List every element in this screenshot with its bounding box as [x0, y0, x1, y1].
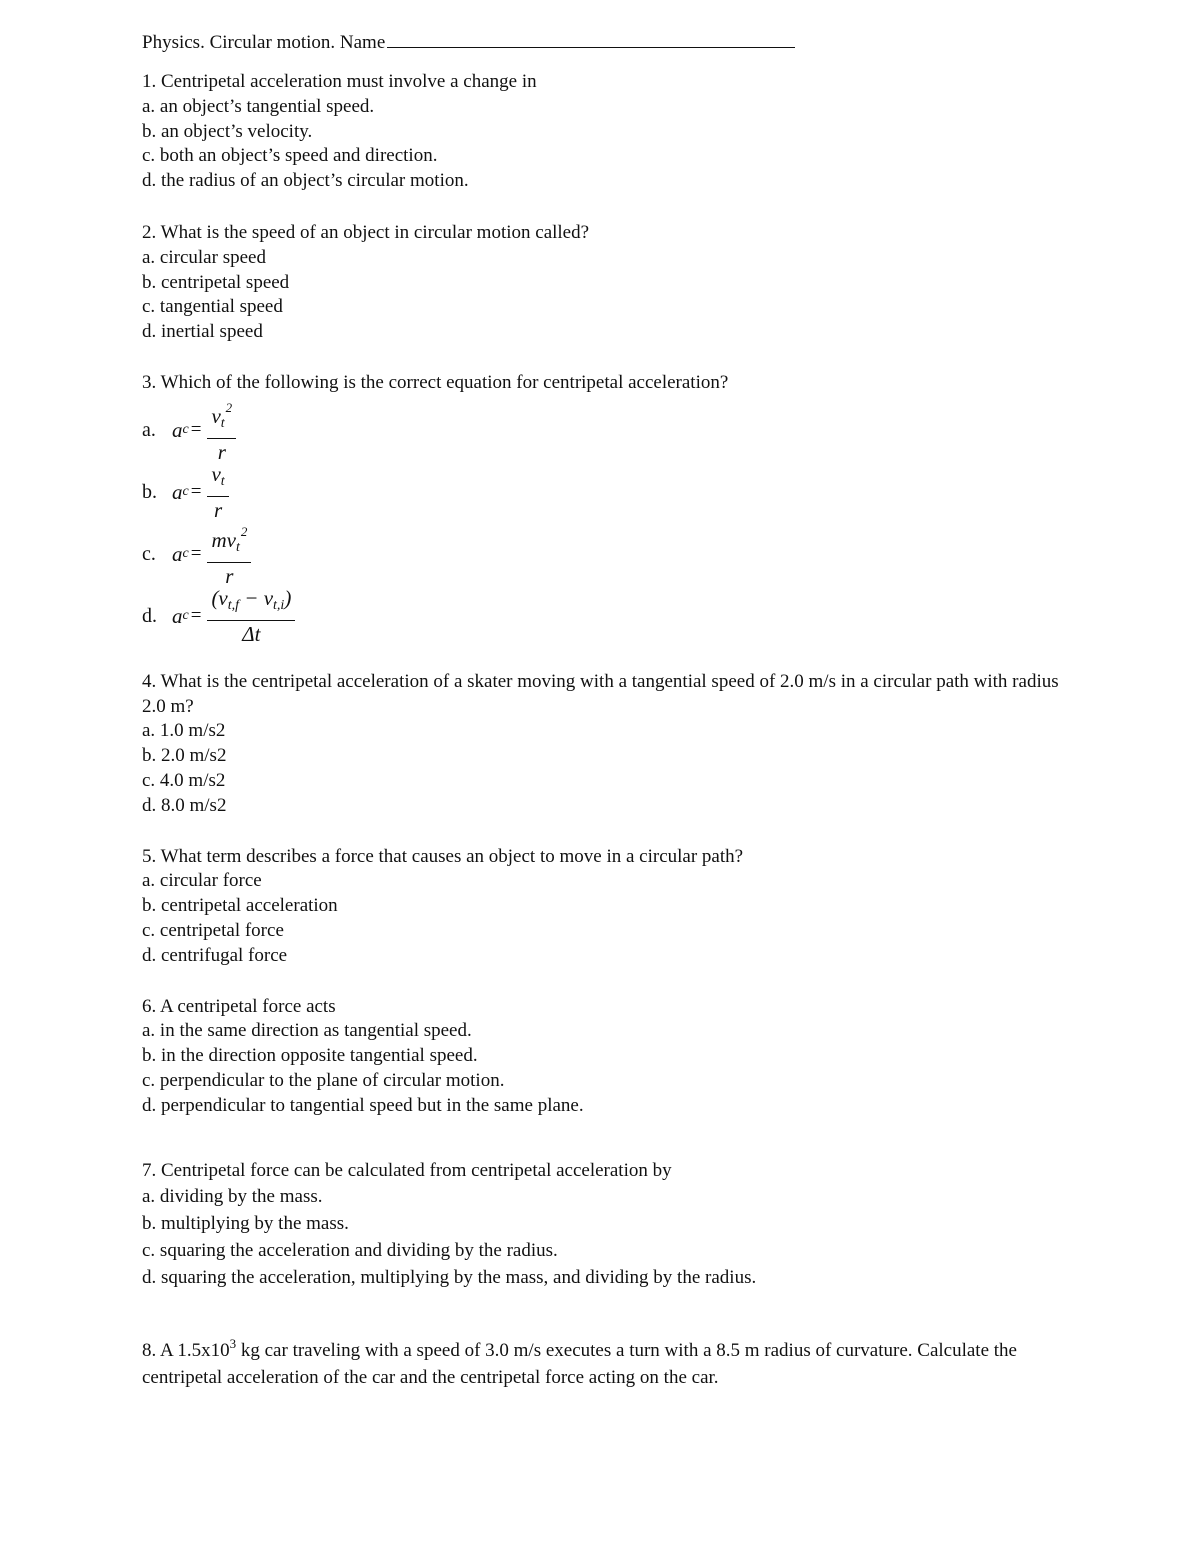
question-7-option-b: b. multiplying by the mass. [142, 1213, 349, 1235]
equals-sign: = [190, 419, 202, 441]
question-1-text: 1. Centripetal acceleration must involve a change in [142, 71, 537, 92]
numerator-variable: v [211, 404, 221, 429]
numerator-variable: mv [211, 528, 236, 553]
equation-denominator: r [213, 498, 223, 523]
question-7 [142, 1158, 1062, 1292]
worksheet-header [142, 28, 1062, 54]
question-7-option-a: a. dividing by the mass. [142, 1186, 323, 1208]
worksheet-page [142, 28, 1062, 1392]
question-5-option-b: b. centripetal acceleration [142, 895, 338, 917]
question-5-option-c: c. centripetal force [142, 919, 284, 941]
equals-sign: = [190, 481, 202, 503]
question-6-option-c: c. perpendicular to the plane of circular motion. [142, 1069, 505, 1091]
worksheet-title: Physics. Circular motion. Name [142, 32, 386, 53]
equation-label: a. [142, 419, 156, 442]
question-1 [142, 70, 1062, 194]
equation-numerator [207, 520, 251, 563]
equation-lhs: a [172, 418, 183, 443]
equation-lhs: a [172, 480, 183, 505]
question-1-option-a: a. an object’s tangential speed. [142, 95, 375, 117]
question-3-option-a [142, 400, 1062, 465]
question-6 [142, 995, 1062, 1119]
equals-sign: = [190, 543, 202, 565]
numerator-subscript: t [235, 540, 240, 556]
equation-numerator [207, 586, 295, 621]
question-1-option-b: b. an object’s velocity. [142, 120, 313, 142]
equation-numerator [207, 462, 228, 497]
question-7-option-c: c. squaring the acceleration and dividing by the radius. [142, 1239, 558, 1261]
question-5-option-a: a. circular force [142, 870, 262, 892]
question-6-option-b: b. in the direction opposite tangential speed. [142, 1045, 478, 1067]
question-4-option-a: a. 1.0 m/s2 [142, 720, 226, 742]
question-6-option-a: a. in the same direction as tangential speed. [142, 1020, 472, 1042]
question-6-option-d: d. perpendicular to tangential speed but in the same plane. [142, 1094, 584, 1116]
question-1-option-d: d. the radius of an object’s circular motion. [142, 170, 469, 192]
question-3-option-c [142, 524, 1062, 589]
question-8-text-start: 8. A 1.5x10 [142, 1339, 230, 1361]
equation-lhs-subscript: c [182, 484, 189, 500]
question-2-option-d: d. inertial speed [142, 321, 263, 343]
question-2-option-c: c. tangential speed [142, 296, 283, 318]
equation-label: c. [142, 543, 156, 566]
equation-lhs: a [172, 542, 183, 567]
numerator-open: (v [211, 586, 228, 611]
question-5-option-d: d. centrifugal force [142, 944, 288, 966]
equation-fraction [207, 520, 251, 589]
question-7-text: 7. Centripetal force can be calculated from centripetal acceleration by [142, 1159, 672, 1181]
question-2-option-b: b. centripetal speed [142, 271, 290, 293]
equation-denominator: Δt [242, 622, 261, 647]
question-1-option-c: c. both an object’s speed and direction. [142, 145, 438, 167]
question-3-equation-options [142, 400, 1062, 648]
question-6-text: 6. A centripetal force acts [142, 995, 336, 1017]
equation-fraction [207, 462, 228, 523]
question-8-text-end: kg car traveling with a speed of 3.0 m/s executes a turn with a 8.5 m radius of curvature. Calculate the centripetal acceleration of the car and the centripetal force acting on the car. [142, 1339, 1017, 1388]
question-4-option-d: d. 8.0 m/s2 [142, 794, 227, 816]
question-4-option-b: b. 2.0 m/s2 [142, 745, 227, 767]
equation-fraction [207, 586, 295, 647]
numerator-exponent: 2 [240, 524, 248, 540]
numerator-exponent: 2 [225, 400, 233, 416]
equation-lhs-subscript: c [182, 546, 189, 562]
question-3-option-d [142, 586, 1062, 648]
question-4-option-c: c. 4.0 m/s2 [142, 769, 226, 791]
equation-denominator: r [217, 440, 226, 465]
equals-sign: = [190, 605, 202, 627]
equation-numerator [207, 396, 236, 439]
numerator-subscript: t [220, 474, 225, 490]
equation-lhs-subscript: c [182, 608, 189, 624]
question-5-text: 5. What term describes a force that causes an object to move in a circular path? [142, 845, 744, 867]
equation-lhs-subscript: c [182, 422, 189, 438]
numerator-close: ) [284, 586, 292, 611]
question-2-text: 2. What is the speed of an object in circular motion called? [142, 221, 590, 243]
numerator-minus: − v [239, 586, 274, 611]
equation-lhs: a [172, 604, 183, 629]
numerator-subscript: t [220, 416, 225, 432]
question-8 [142, 1337, 1062, 1392]
question-2 [142, 221, 1062, 345]
question-3-option-b [142, 462, 1062, 524]
question-4 [142, 670, 1062, 819]
name-blank-line [387, 28, 795, 48]
question-7-option-d: d. squaring the acceleration, multiplying by the mass, and dividing by the radius. [142, 1266, 757, 1288]
equation-label: b. [142, 481, 157, 504]
question-3 [142, 371, 1062, 648]
question-5 [142, 845, 1062, 969]
question-3-text: 3. Which of the following is the correct equation for centripetal acceleration? [142, 371, 729, 393]
numerator-variable: v [211, 462, 221, 487]
question-8-exponent: 3 [229, 1335, 237, 1351]
question-2-option-a: a. circular speed [142, 246, 266, 268]
question-4-text: 4. What is the centripetal acceleration of a skater moving with a tangential speed of 2.0 m/s in a circular path with radius 2.0 m? [142, 670, 1059, 717]
equation-denominator: r [225, 564, 234, 589]
equation-label: d. [142, 605, 157, 628]
equation-fraction [207, 396, 236, 465]
numerator-subscript-initial: t,i [273, 598, 285, 614]
numerator-subscript-final: t,f [227, 598, 240, 614]
